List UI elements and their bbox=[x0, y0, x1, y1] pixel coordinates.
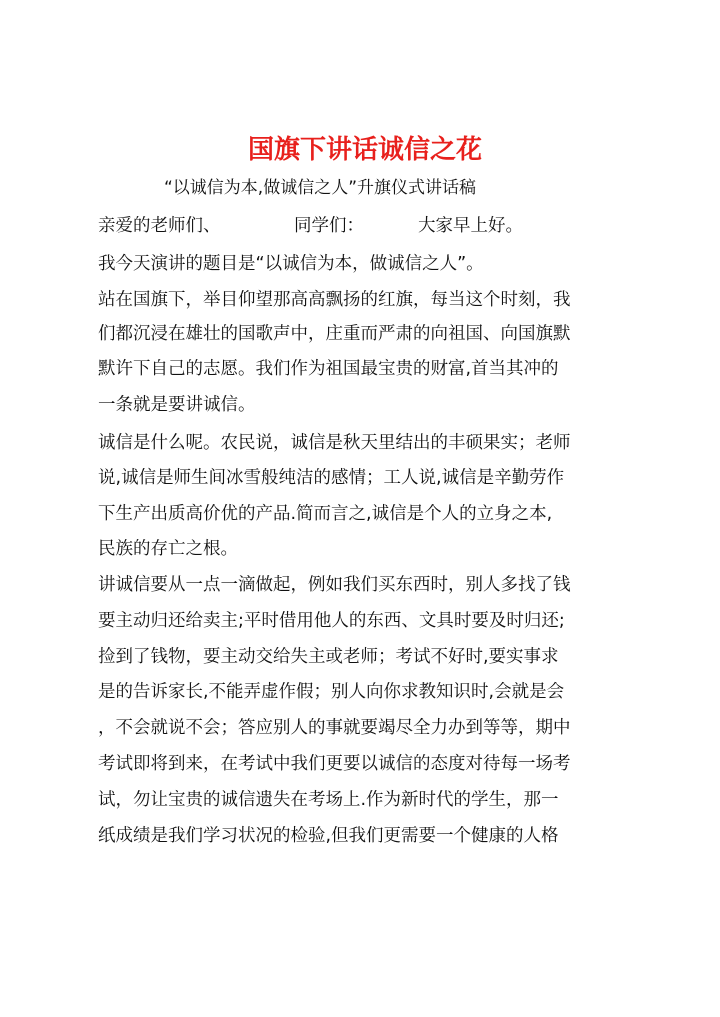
document-subtitle: “以诚信为本,做诚信之人”升旗仪式讲话稿 bbox=[164, 178, 477, 198]
body-line: 试，勿让宝贵的诚信遗失在考场上.作为新时代的学生，那一 bbox=[98, 790, 559, 810]
body-line: 站在国旗下，举目仰望那高高飘扬的红旗，每当这个时刻，我 bbox=[98, 290, 571, 310]
body-line: 讲诚信要从一点一滴做起，例如我们买东西时，别人多找了钱 bbox=[98, 575, 571, 595]
body-line: 考试即将到来，在考试中我们更要以诚信的态度对待每一场考 bbox=[98, 754, 571, 774]
body-line: 我今天演讲的题目是“以诚信为本，做诚信之人”。 bbox=[98, 254, 484, 274]
greeting-morning: 大家早上好。 bbox=[418, 216, 523, 236]
greeting-teachers: 亲爱的老师们、 bbox=[98, 216, 221, 236]
greeting-line bbox=[98, 212, 658, 240]
body-line: 默许下自己的志愿。我们作为祖国最宝贵的财富,首当其冲的 bbox=[98, 359, 559, 379]
body-line: 说,诚信是师生间冰雪般纯洁的感情；工人说,诚信是辛勤劳作 bbox=[98, 468, 565, 488]
body-line: 纸成绩是我们学习状况的检验,但我们更需要一个健康的人格 bbox=[98, 826, 559, 846]
body-line: 诚信是什么呢。农民说，诚信是秋天里结出的丰硕果实；老师 bbox=[98, 433, 571, 453]
body-line: 一条就是要讲诚信。 bbox=[98, 395, 256, 415]
body-line: 是的告诉家长,不能弄虚作假；别人向你求教知识时,会就是会 bbox=[98, 682, 565, 702]
body-line: ，不会就说不会；答应别人的事就要竭尽全力办到等等，期中 bbox=[98, 718, 571, 738]
body-line: 们都沉浸在雄壮的国歌声中，庄重而严肃的向祖国、向国旗默 bbox=[98, 324, 571, 344]
body-line: 民族的存亡之根。 bbox=[98, 539, 238, 559]
body-line: 要主动归还给卖主;平时借用他人的东西、文具时要及时归还; bbox=[98, 611, 565, 631]
greeting-students: 同学们： bbox=[294, 216, 364, 236]
body-line: 捡到了钱物，要主动交给失主或老师；考试不好时,要实事求 bbox=[98, 647, 559, 667]
body-line: 下生产出质高价优的产品.简而言之,诚信是个人的立身之本, bbox=[98, 504, 553, 524]
document-title: 国旗下讲话诚信之花 bbox=[247, 135, 482, 165]
